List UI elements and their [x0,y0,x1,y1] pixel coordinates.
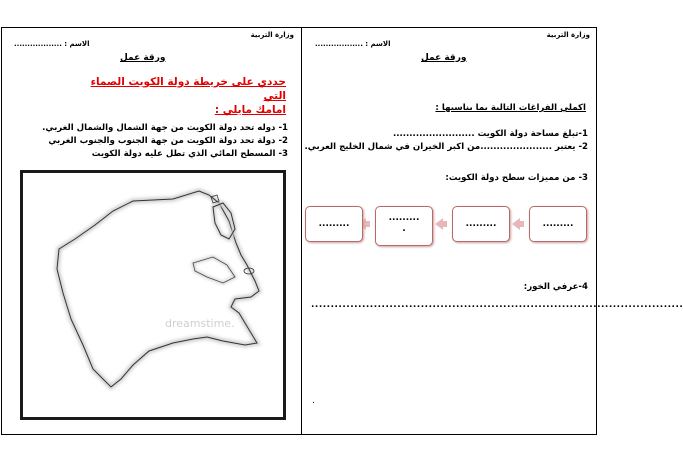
stray-mark: . [312,396,315,406]
left-worksheet [2,28,300,434]
question-2[interactable]: 2- يعتبر ......................من اكبر الخيران في شمال الخليج العربي. [304,142,588,152]
right-worksheet [303,28,683,434]
map-question-1: 1- دوله تحد دولة الكويت من جهة الشمال والشمال الغربي. [42,123,288,133]
map-watermark: dreamstime. [165,317,235,330]
arrow-icon [435,218,443,230]
worksheet-title: ورقة عمل [421,53,467,63]
box-4-text: ......... [318,219,350,229]
surface-feature-box-3[interactable] [375,206,433,246]
ministry-label: وزارة التربية [546,31,590,39]
name-field[interactable]: الاسم : .................. [315,40,391,48]
arrow-icon [512,218,520,230]
surface-feature-box-1[interactable] [529,206,587,242]
fill-blanks-heading: اكملي الفراغات التالية بما يناسبها : [435,103,586,113]
question-1[interactable]: 1-تبلغ مساحة دولة الكويت ......................... [392,129,588,139]
map-instruction-line1: حددي على خريطة دولة الكويت الصماء التي [90,76,286,102]
map-question-3: 3- المسطح المائي الذي تطل عليه دولة الكويت [91,149,288,159]
ministry-label: وزارة التربية [250,31,294,39]
kuwait-outline-icon [23,173,283,417]
answer-line[interactable]: ............................................................................................... [311,300,683,310]
box-1-text: ......... [542,219,574,229]
worksheet-title: ورقة عمل [120,53,166,63]
question-4: 4-عرفي الخور: [523,282,588,292]
page-divider [301,27,302,435]
arrow-body [366,221,370,227]
box-2-text: ......... [465,219,497,229]
kuwait-blank-map[interactable] [20,170,286,420]
question-3: 3- من مميزات سطح دولة الكويت: [445,173,588,183]
map-instruction-line2: امامك مايلي : [214,104,286,116]
arrow-body [520,221,524,227]
arrow-body [443,221,447,227]
surface-feature-box-2[interactable] [452,206,510,242]
surface-feature-box-4[interactable] [305,206,363,242]
map-question-2: 2- دولة تحد دولة الكويت من جهة الجنوب والجنوب الغربي [48,136,288,146]
box-3-text: ......... . [388,213,420,234]
name-field[interactable]: الاسم : .................. [14,40,90,48]
map-instruction [76,75,286,117]
